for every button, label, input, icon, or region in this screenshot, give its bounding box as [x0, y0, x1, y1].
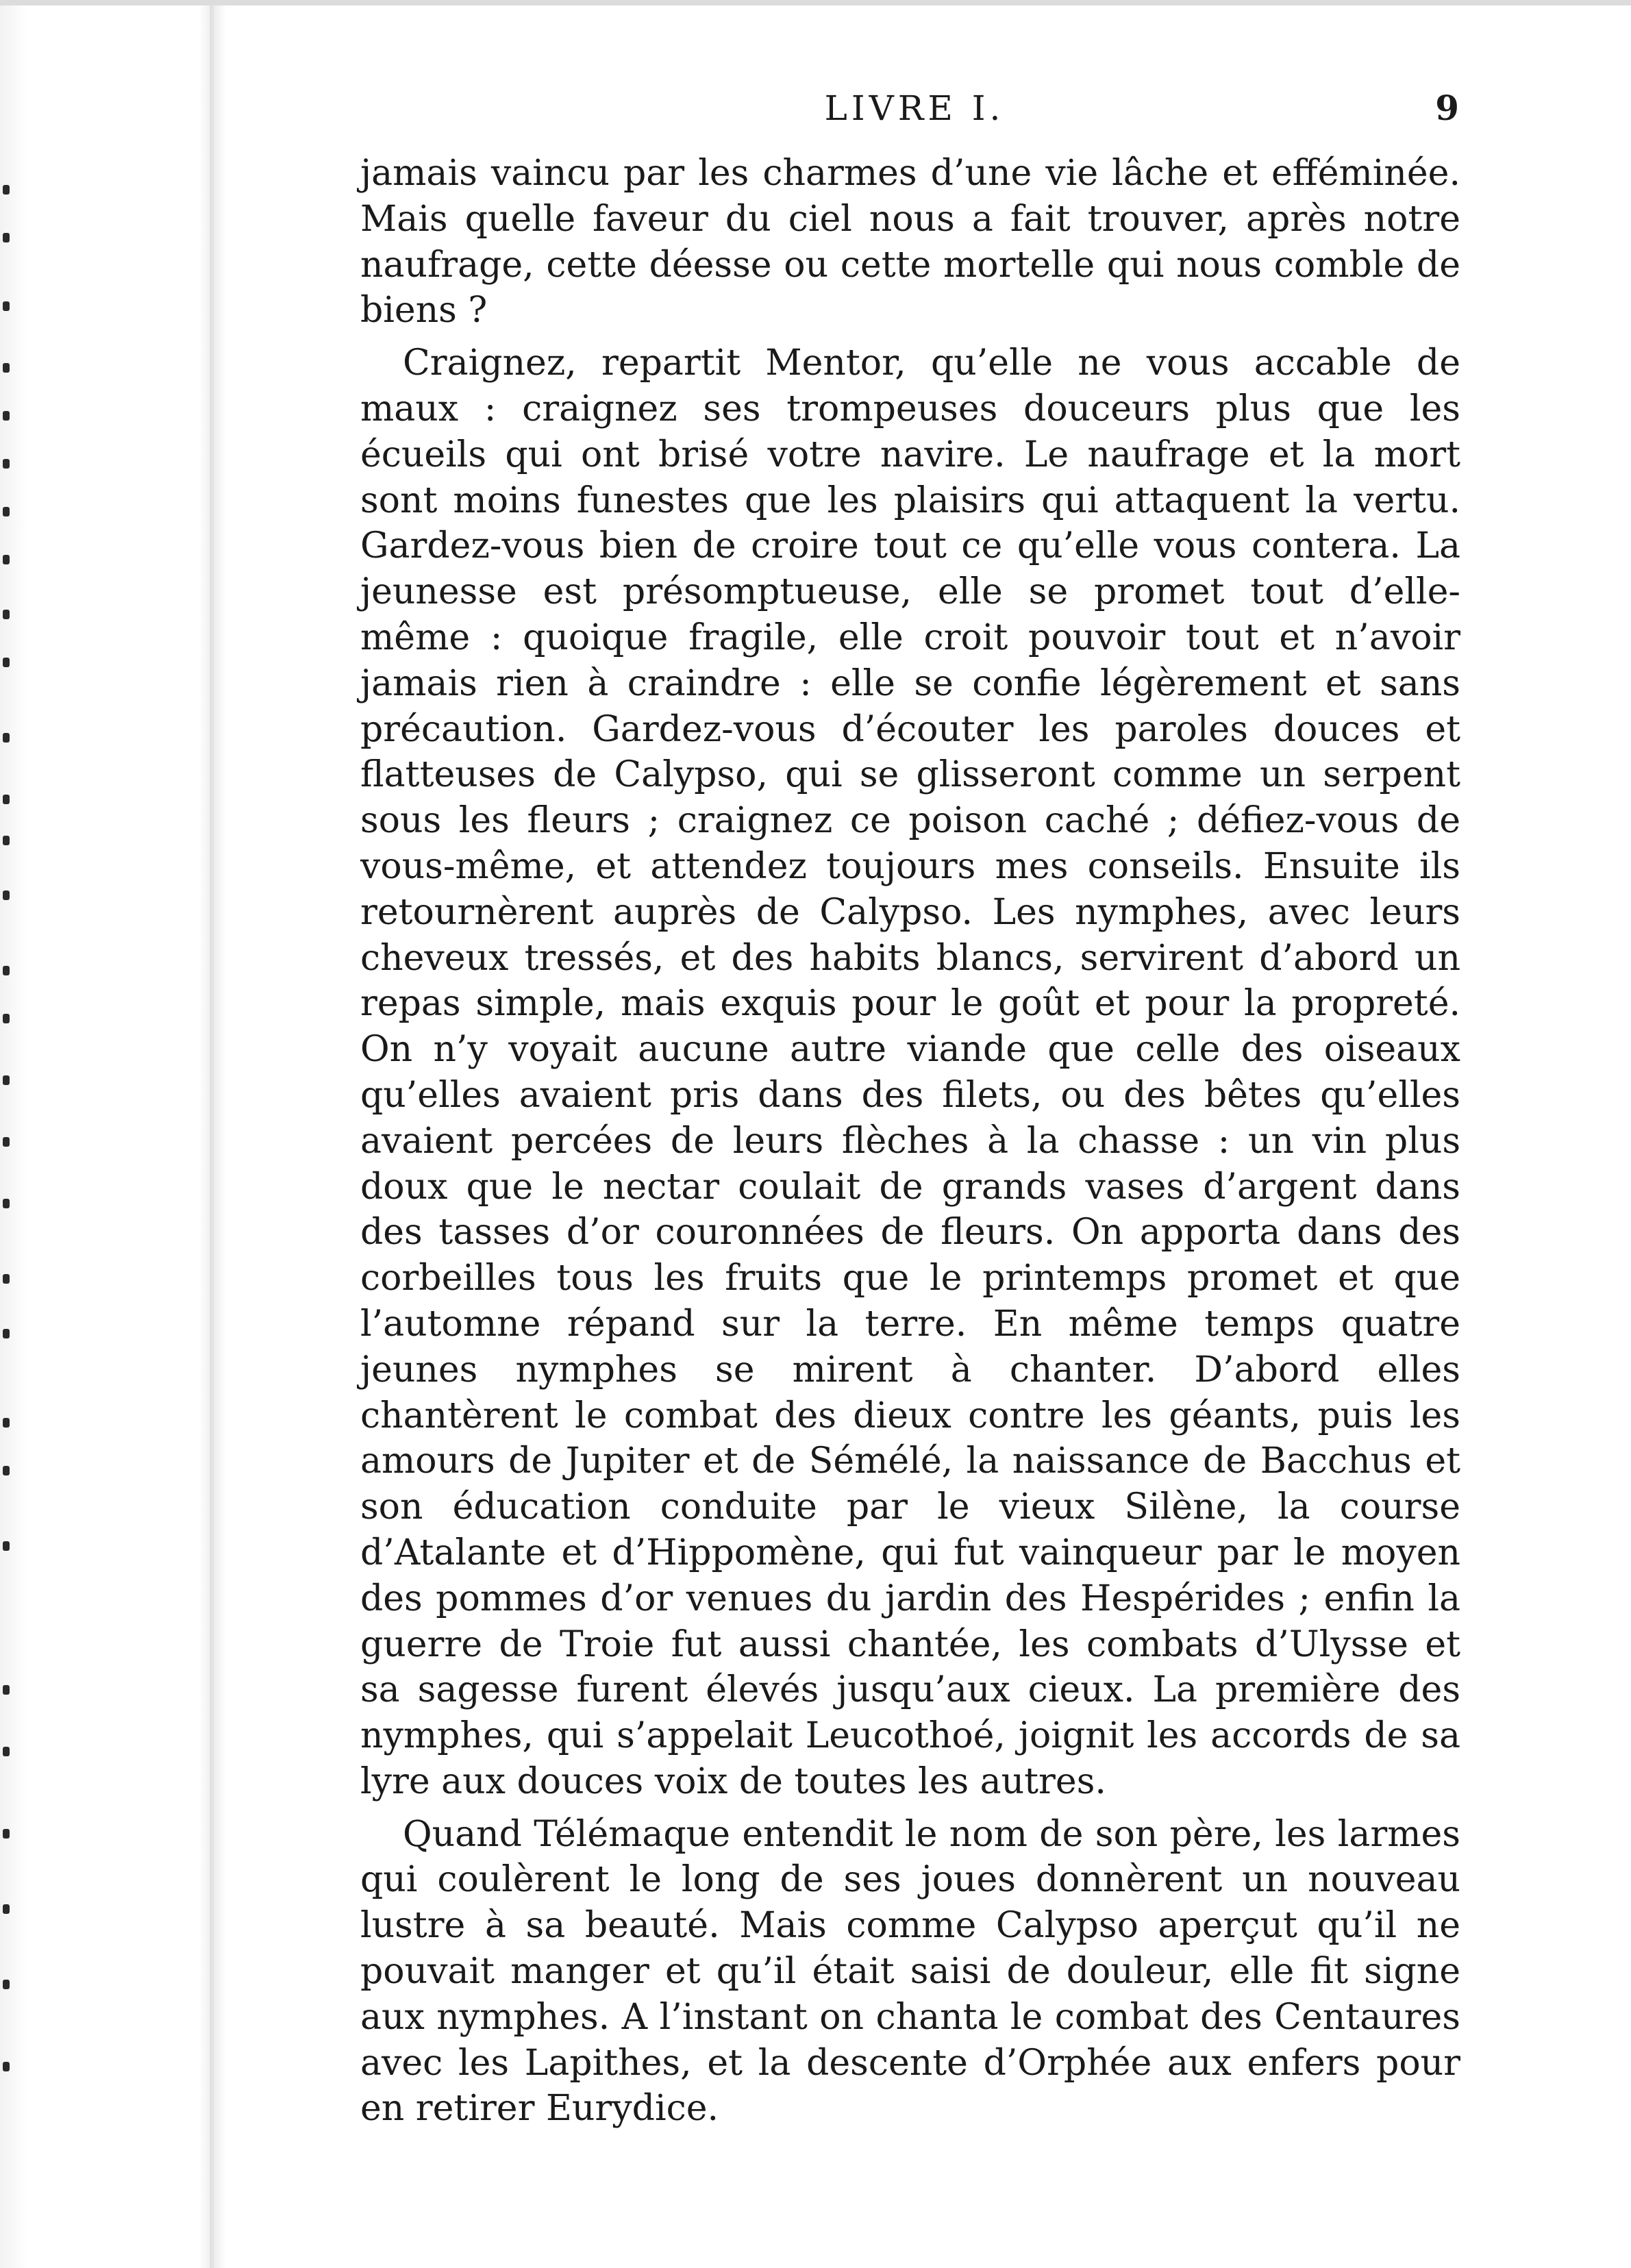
running-header [370, 81, 1459, 136]
page-number: 9 [1435, 88, 1459, 128]
body-text [360, 151, 1460, 2132]
running-title: LIVRE I. [824, 88, 1005, 128]
paragraph-telemaque: Quand Télémaque entendit le nom de son père, les larmes qui coulèrent le long de ses joues donnèrent un nouveau lustre à sa beauté. Mais comme Calypso aperçut qu’il ne pouvait manger et qu’il était saisi de douleur, elle fit signe aux nymphes. A l’instant on chanta le combat des Centaures avec les Lapithes, et la descente d’Orphée aux enfers pour en retirer Eurydice. [360, 1813, 1460, 2130]
binding-gutter [0, 0, 226, 2268]
paragraph-mentor: Craignez, repartit Mentor, qu’elle ne vous accable de maux : craignez ses trompeuses douceurs plus que les écueils qui ont brisé votre navire. Le naufrage et la mort sont moins funestes que les plaisirs qui attaquent la vertu. Gardez-vous bien de croire tout ce qu’elle vous contera. La jeunesse est présomptueuse, elle se promet tout d’elle-même : quoique fragile, elle croit pouvoir tout et n’avoir jamais rien à craindre : elle se confie légèrement et sans précaution. Gardez-vous d’écouter les paroles douces et flatteuses de Calypso, qui se glisseront comme un serpent sous les fleurs ; craignez ce poison caché ; défiez-vous de vous-même, et attendez toujours mes conseils. Ensuite ils retournèrent auprès de Calypso. Les nymphes, avec leurs cheveux tressés, et des habits blancs, servirent d’abord un repas simple, mais exquis pour le goût et pour la propreté. On n’y voyait aucune autre viande que celle des oiseaux qu’elles avaient pris dans des filets, ou des bêtes qu’elles avaient percées de leurs flèches à la chasse : un vin plus doux que le nectar coulait de grands vases d’argent dans des tasses d’or couronnées de fleurs. On apporta dans des corbeilles tous les fruits que le printemps promet et que l’automne répand sur la terre. En même temps quatre jeunes nymphes se mirent à chanter. D’abord elles chantèrent le combat des dieux contre les géants, puis les amours de Jupiter et de Sémélé, la naissance de Bacchus et son éducation conduite par le vieux Silène, la course d’Atalante et d’Hippomène, qui fut vainqueur par le moyen des pommes d’or venues du jardin des Hespérides ; enfin la guerre de Troie fut aussi chantée, les combats d’Ulysse et sa sagesse furent élevés jusqu’aux cieux. La première des nymphes, qui s’appelait Leucothoé, joignit les accords de sa lyre aux douces voix de toutes les autres. [360, 342, 1460, 1802]
paragraph-continuation: jamais vaincu par les charmes d’une vie lâche et efféminée. Mais quelle faveur du ciel nous a fait trouver, après notre naufrage, cette déesse ou cette mortelle qui nous comble de biens ? [360, 153, 1460, 332]
margin-marks [3, 164, 15, 2151]
binding-gutter-line [210, 0, 214, 2268]
page-top-edge [0, 0, 1631, 5]
